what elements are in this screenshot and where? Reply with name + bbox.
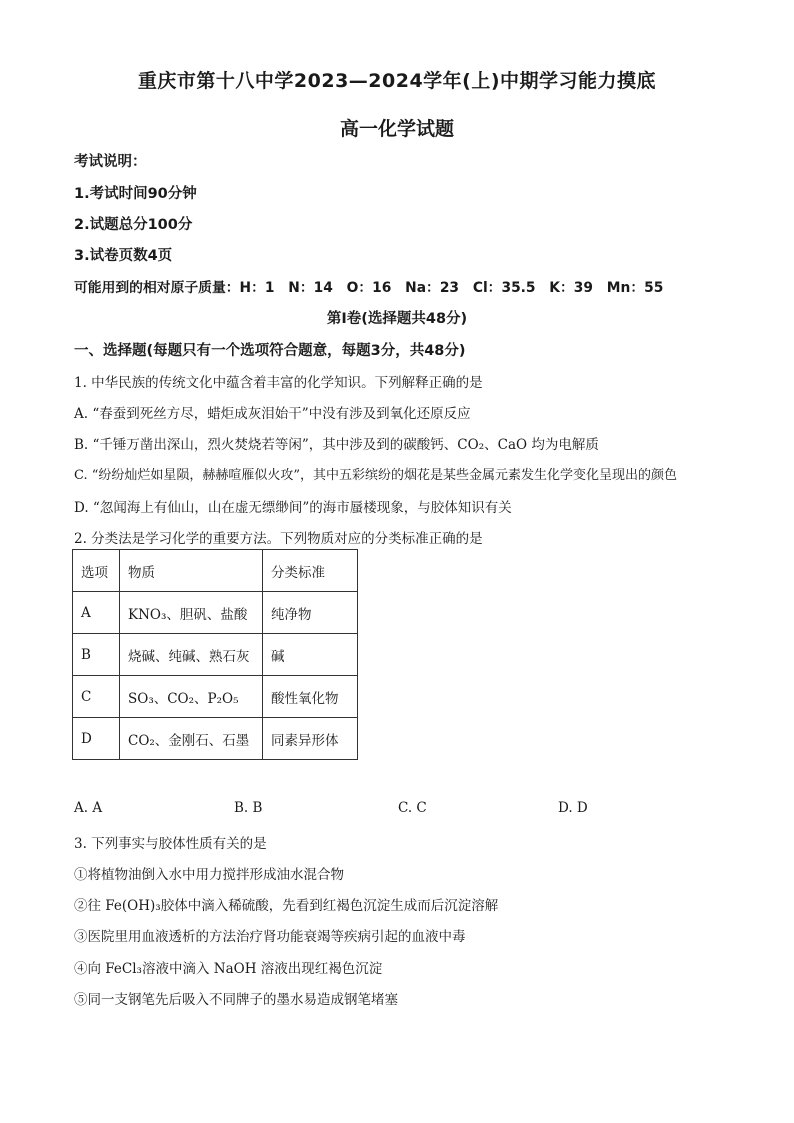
table-cell: 纯净物 [263, 592, 358, 634]
table-cell: 同素异形体 [263, 718, 358, 760]
q2-classification-table [72, 549, 358, 760]
q3-item-2: ②往 Fe(OH)₃胶体中滴入稀硫酸，先看到红褐色沉淀生成而后沉淀溶解 [74, 898, 499, 914]
atomic-masses: 可能用到的相对原子质量：H：1 N：14 O：16 Na：23 Cl：35.5 K：39 Mn：55 [74, 280, 664, 296]
exam-info-time: 1.考试时间90分钟 [74, 186, 197, 202]
table-row [73, 676, 358, 718]
exam-title: 重庆市第十八中学2023—2024学年(上)中期学习能力摸底 [137, 70, 657, 92]
q2-choice-a: A. A [74, 800, 103, 816]
table-cell: KNO₃、胆矾、盐酸 [120, 592, 263, 634]
q3-item-5: ⑤同一支钢笔先后吸入不同牌子的墨水易造成钢笔堵塞 [74, 992, 398, 1008]
q1-option-c: C. “纷纷灿烂如星陨，赫赫喧雁似火攻”，其中五彩缤纷的烟花是某些金属元素发生化学变化呈现出的颜色 [74, 468, 678, 483]
exam-info-score: 2.试题总分100分 [74, 217, 193, 233]
q2-stem: 2. 分类法是学习化学的重要方法。下列物质对应的分类标准正确的是 [74, 531, 483, 547]
table-cell: 烧碱、纯碱、熟石灰 [120, 634, 263, 676]
table-cell: 酸性氧化物 [263, 676, 358, 718]
q2-choice-b: B. B [234, 800, 263, 816]
table-row [73, 634, 358, 676]
volume-title: 第Ⅰ卷(选择题共48分) [326, 311, 468, 327]
table-cell: SO₃、CO₂、P₂O₅ [120, 676, 263, 718]
exam-info-heading: 考试说明： [74, 154, 147, 170]
table-row [73, 718, 358, 760]
table-cell: A [73, 592, 120, 634]
table-cell: CO₂、金刚石、石墨 [120, 718, 263, 760]
q1-stem: 1. 中华民族的传统文化中蕴含着丰富的化学知识。下列解释正确的是 [74, 375, 483, 391]
table-header-row [73, 550, 358, 592]
table-cell: C [73, 676, 120, 718]
table-row [73, 592, 358, 634]
q1-option-a: A. “春蚕到死丝方尽，蜡炬成灰泪始干”中没有涉及到氧化还原反应 [74, 406, 471, 422]
part-title: 一、选择题(每题只有一个选项符合题意，每题3分，共48分) [74, 343, 466, 359]
table-header-cell: 分类标准 [263, 550, 358, 592]
table-cell: B [73, 634, 120, 676]
q3-item-3: ③医院里用血液透析的方法治疗肾功能衰竭等疾病引起的血液中毒 [74, 929, 466, 945]
q3-item-1: ①将植物油倒入水中用力搅拌形成油水混合物 [74, 867, 344, 883]
q1-option-b: B. “千锤万凿出深山，烈火焚烧若等闲”，其中涉及到的碳酸钙、CO₂、CaO 均为电解质 [74, 437, 599, 453]
q3-item-4: ④向 FeCl₃溶液中滴入 NaOH 溶液出现红褐色沉淀 [74, 961, 383, 977]
q2-choice-d: D. D [558, 800, 588, 816]
table-header-cell: 物质 [120, 550, 263, 592]
q1-option-d: D. “忽闻海上有仙山，山在虚无缥缈间”的海市蜃楼现象，与胶体知识有关 [74, 500, 512, 516]
table-cell: 碱 [263, 634, 358, 676]
table-cell: D [73, 718, 120, 760]
table-header-cell: 选项 [73, 550, 120, 592]
exam-info-pages: 3.试卷页数4页 [74, 248, 173, 264]
exam-subtitle: 高一化学试题 [339, 118, 454, 140]
q2-choice-c: C. C [398, 800, 427, 816]
q3-stem: 3. 下列事实与胶体性质有关的是 [74, 836, 267, 852]
